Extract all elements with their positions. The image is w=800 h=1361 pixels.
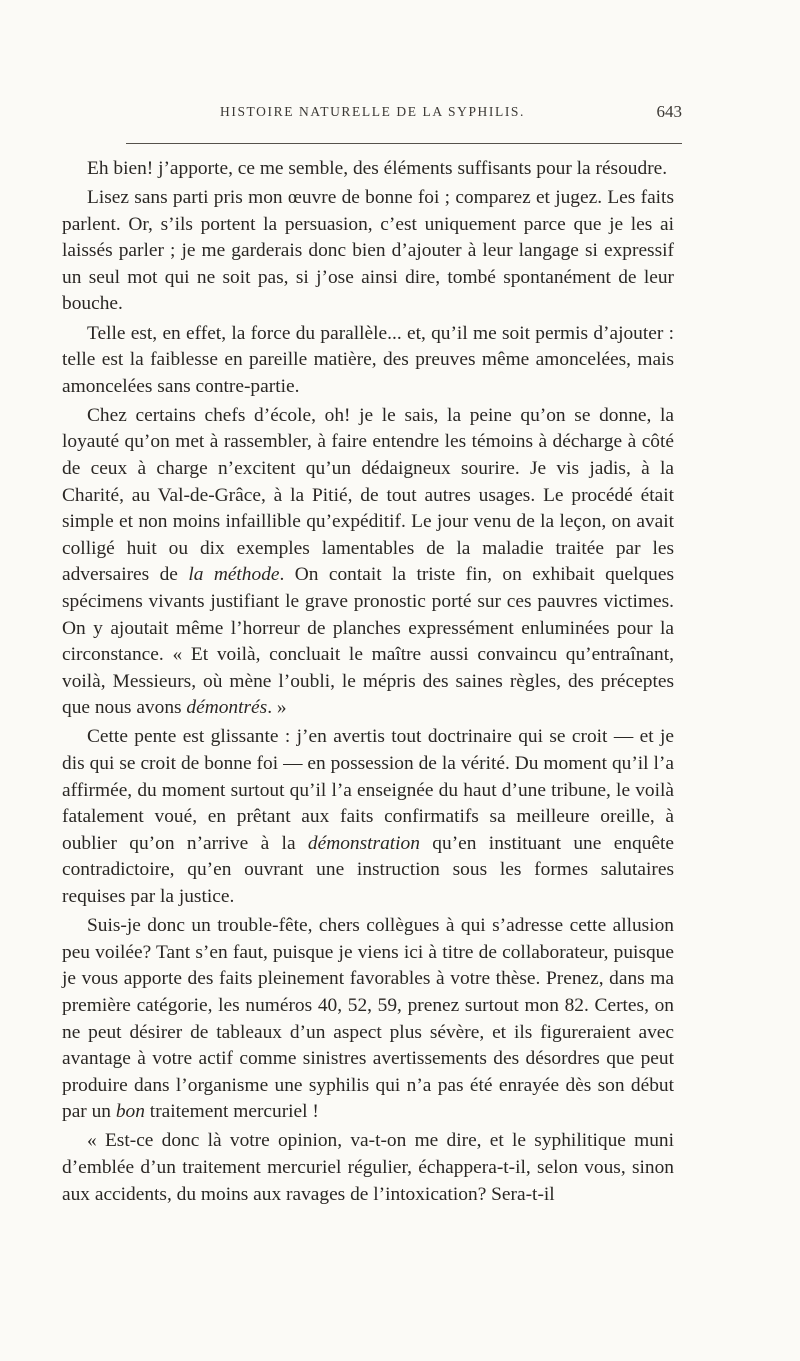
italic-term: bon — [115, 1101, 145, 1123]
text-segment: Chez certains chefs d’école, oh! je le sais, la peine qu’on se donne, la loyauté qu’on met à rassembler, à faire entendre les témoins à décharge à côté de ceux à charge n’excitent qu’un dédaigneux sourire. Je vis jadis, à la Charité, au Val-de-Grâce, à la Pitié, de tout autres usages. Le procédé était simple et non moins infaillible qu’expéditif. Le jour venu de la leçon, on avait colligé huit ou dix exemples lamentables de la maladie traitée par les adversaires de — [62, 404, 674, 586]
text-segment: qu’en instituant une enquête contradictoire, qu’en ouvrant une instruction sous les formes salutaires requises par la justice. — [62, 832, 674, 908]
paragraph-2 — [62, 185, 674, 318]
paragraph-3 — [62, 321, 674, 401]
italic-term: la méthode — [188, 564, 280, 586]
header-rule — [126, 143, 682, 144]
text-segment: « Est-ce donc là votre opinion, va-t-on me dire, et le syphilitique muni d’emblée d’un traitement mercuriel régulier, échappera-t-il, selon vous, sinon aux accidents, du moins aux ravages de l’intoxication? Sera-t-il — [62, 1130, 674, 1205]
text-segment: Eh bien! j’apporte, ce me semble, des éléments suffisants pour la résoudre. — [87, 158, 668, 179]
running-title: HISTOIRE NATURELLE DE LA SYPHILIS. — [220, 104, 526, 119]
body-text — [62, 156, 674, 1211]
italic-term: démontrés — [186, 697, 268, 719]
text-segment: Lisez sans parti pris mon œuvre de bonne foi ; comparez et jugez. Les faits parlent. Or, s’ils portent la persuasion, c’est uniquement parce que je les ai laissés parler ; je me garderais donc bien d’ajouter à leur langage si expressif un seul mot qui ne soit pas, si j’ose ainsi dire, tombé spontanément de leur bouche. — [62, 187, 674, 315]
text-segment: Suis-je donc un trouble-fête, chers collègues à qui s’adresse cette allusion peu voilée? Tant s’en faut, puisque je viens ici à titre de collaborateur, puisque je vous apporte des faits pleinement favorables à votre thèse. Prenez, dans ma première catégorie, les numéros 40, 52, 59, prenez surtout mon 82. Certes, on ne peut désirer de tableaux d’un aspect plus sévère, et ils figureraient avec avantage à votre actif comme sinistres avertissements des désordres que peut produire dans l’organisme une syphilis qui n’a pas été enrayée dès son début par un — [62, 915, 674, 1123]
paragraph-7 — [62, 1128, 674, 1208]
text-segment: . On contait la triste fin, on exhibait quelques spécimens vivants justifiant le grave pronostic porté sur ces pauvres victimes. On y ajoutait même l’horreur de planches expressément enluminées pour la circonstance. « Et voilà, concluait le maître aussi convaincu qu’entraînant, voilà, Messieurs, où mène l’oubli, le mépris des saines règles, des préceptes que nous avons — [62, 564, 674, 719]
page-header — [60, 104, 682, 128]
page-number: 643 — [656, 102, 682, 121]
text-segment: . » — [267, 697, 287, 719]
text-segment: Telle est, en effet, la force du parallèle... et, qu’il me soit permis d’ajouter : telle est la faiblesse en pareille matière, des preuves même amoncelées, mais amoncelées sans contre-partie. — [62, 322, 674, 397]
paragraph-1 — [62, 156, 674, 183]
paragraph-5 — [62, 724, 674, 910]
italic-term: démonstration — [307, 832, 420, 854]
paragraph-4 — [62, 403, 674, 722]
text-segment: Cette pente est glissante : j’en avertis tout doctrinaire qui se croit — et je dis qui se croit de bonne foi — en possession de la vérité. Du moment qu’il l’a affirmée, du moment surtout qu’il l’a enseignée du haut d’une tribune, le voilà fatalement voué, en prêtant aux faits confirmatifs sa meilleure oreille, à oublier qu’on n’arrive à la — [62, 726, 674, 854]
paragraph-6 — [62, 913, 674, 1126]
text-segment: traitement mercuriel ! — [144, 1101, 319, 1123]
